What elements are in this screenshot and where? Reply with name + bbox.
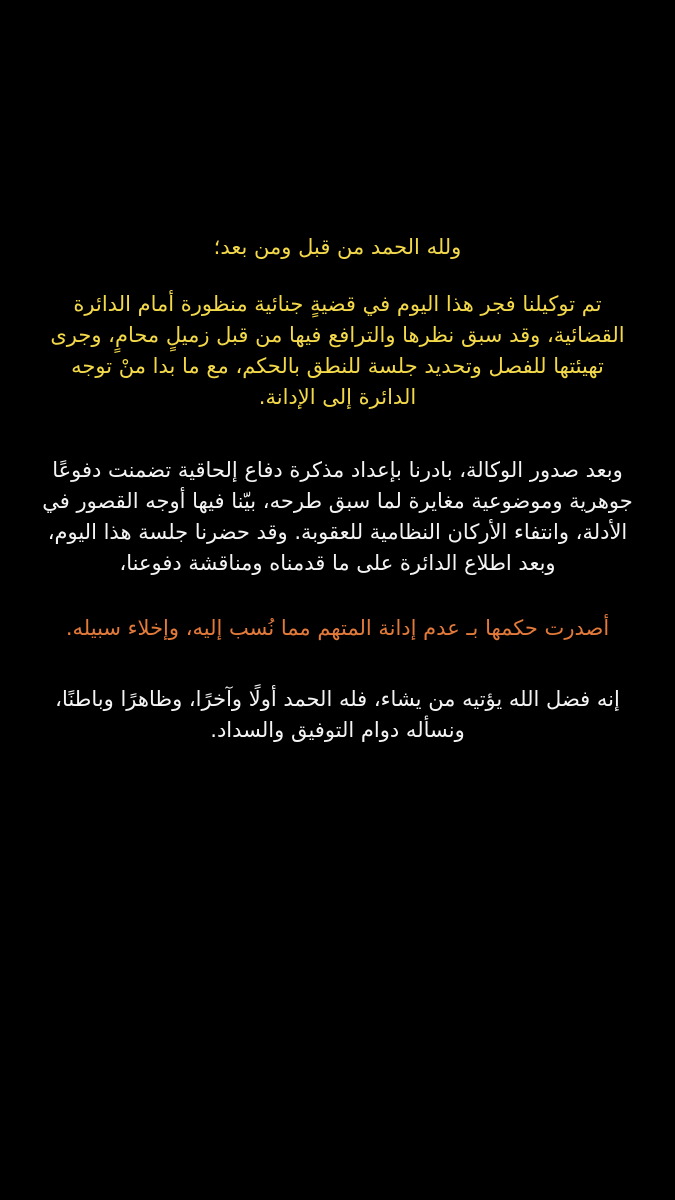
- defense-line: وبعد صدور الوكالة، بادرنا بإعداد مذكرة دفاع إلحاقية تضمنت دفوعًا: [52, 458, 623, 482]
- verdict-line: أصدرت حكمها بـ عدم إدانة المتهم مما نُسب إليه، وإخلاء سبيله.: [65, 616, 610, 640]
- intro-line: ولله الحمد من قبل ومن بعد؛: [213, 235, 462, 259]
- closing-line: ونسأله دوام التوفيق والسداد.: [210, 718, 465, 742]
- case-line: تهيئتها للفصل وتحديد جلسة للنطق بالحكم، مع ما بدا منْ توجه: [71, 354, 604, 378]
- case-line: الدائرة إلى الإدانة.: [258, 385, 417, 409]
- intro-paragraph: [40, 232, 635, 263]
- case-line: تم توكيلنا فجر هذا اليوم في قضيةٍ جنائية منظورة أمام الدائرة: [73, 292, 602, 316]
- case-line: القضائية، وقد سبق نظرها والترافع فيها من قبل زميلٍ محامٍ، وجرى: [50, 323, 625, 347]
- verdict-paragraph: [40, 613, 635, 644]
- defense-paragraph: [30, 455, 645, 579]
- defense-line: جوهرية وموضوعية مغايرة لما سبق طرحه، بيّنا فيها أوجه القصور في: [42, 489, 633, 513]
- defense-line: وبعد اطلاع الدائرة على ما قدمناه ومناقشة دفوعنا،: [119, 551, 556, 575]
- closing-paragraph: [40, 684, 635, 746]
- case-paragraph: [40, 289, 635, 413]
- closing-line: إنه فضل الله يؤتيه من يشاء، فله الحمد أولًا وآخرًا، وظاهرًا وباطنًا،: [55, 687, 620, 711]
- defense-line: الأدلة، وانتفاء الأركان النظامية للعقوبة. وقد حضرنا جلسة هذا اليوم،: [47, 520, 628, 544]
